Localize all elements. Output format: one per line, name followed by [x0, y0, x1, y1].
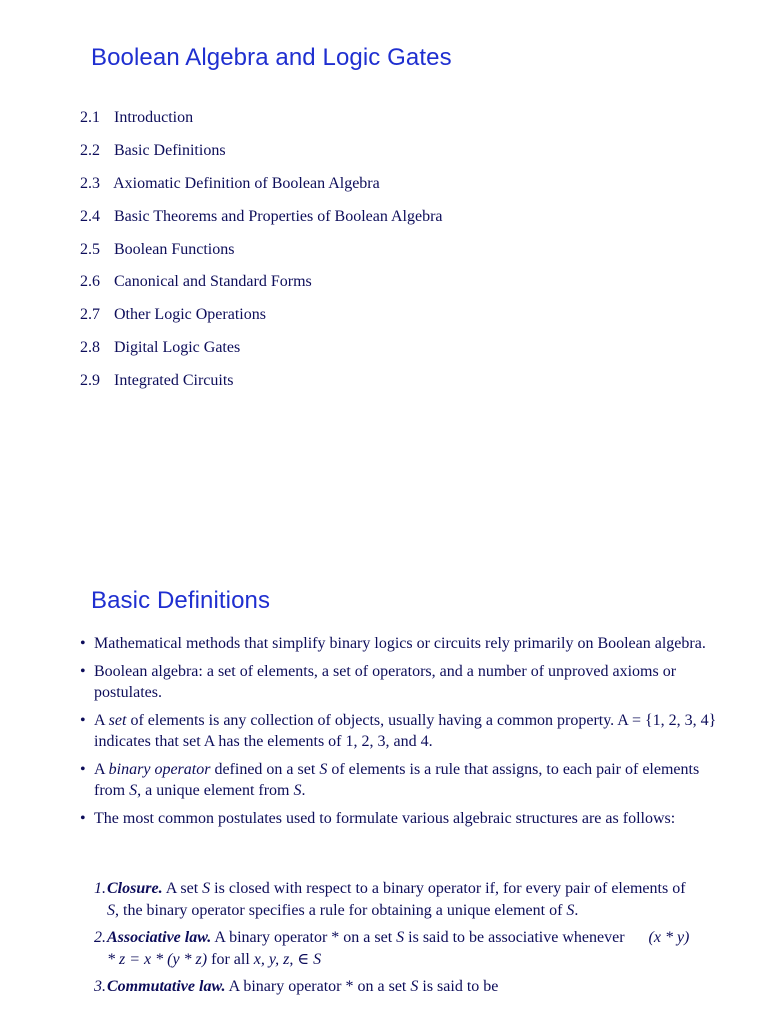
- symbol-s: S: [319, 760, 328, 778]
- toc-item: [80, 240, 443, 273]
- toc-label: Other Logic Operations: [114, 306, 266, 324]
- toc-number: 2.2: [80, 141, 100, 159]
- toc-number: 2.3: [80, 174, 100, 192]
- bullet-text: [94, 712, 716, 751]
- text-fragment: .: [574, 901, 579, 919]
- text-fragment: , a unique element from: [137, 782, 294, 799]
- bullet-icon: •: [80, 760, 86, 778]
- variables: x, y, z, ∈ S: [253, 950, 322, 968]
- text-fragment: .: [301, 782, 306, 799]
- toc-label: Boolean Functions: [114, 240, 235, 258]
- postulate-name: Commutative law.: [107, 978, 226, 995]
- postulate-name: Associative law.: [107, 929, 212, 946]
- toc-number: 2.4: [80, 207, 100, 225]
- toc-number: 2.7: [80, 306, 100, 324]
- section-title: Basic Definitions: [91, 587, 271, 614]
- toc-label: Axiomatic Definition of Boolean Algebra: [113, 174, 380, 192]
- bullet-text: The most common postulates used to formulate various algebraic structures are as follows:: [94, 809, 676, 827]
- toc-item: [80, 108, 443, 141]
- text-fragment: is said to be associative whenever: [404, 929, 625, 946]
- bullet-text: [94, 761, 699, 800]
- text-fragment: A binary operator * on a set: [225, 978, 411, 995]
- text-fragment: of elements is a rule that assigns, to each pair of elements from: [94, 760, 700, 799]
- bullet-icon: •: [80, 635, 86, 652]
- text-fragment: of elements is any collection of objects, usually having a common property. A = {1, 2, 3, 4} indicates that set A has the elements of 1, 2, 3, and 4.: [94, 711, 717, 750]
- toc-label: Integrated Circuits: [114, 372, 234, 390]
- symbol-s: S: [129, 782, 138, 799]
- bullet-icon: •: [80, 809, 86, 827]
- toc-item: [80, 338, 443, 371]
- text-fragment: A set: [162, 880, 203, 897]
- term-set: set: [108, 711, 127, 729]
- toc-number: 2.8: [80, 339, 100, 357]
- text-fragment: defined on a set: [210, 760, 320, 778]
- toc-item: [80, 371, 443, 404]
- text-fragment: for all: [207, 950, 254, 968]
- bullet-text: Boolean algebra: a set of elements, a set of operators, and a number of unproved axioms or postulates.: [94, 662, 677, 701]
- postulate-closure: [94, 878, 694, 921]
- definitions-list: [80, 633, 720, 835]
- toc-item: [80, 174, 443, 207]
- toc-number: 2.1: [80, 109, 100, 126]
- toc-label: Canonical and Standard Forms: [114, 273, 312, 291]
- text-fragment: is said to be: [418, 978, 499, 995]
- page-title: Boolean Algebra and Logic Gates: [91, 44, 452, 71]
- toc-number: 2.6: [80, 273, 100, 291]
- postulate-associative: [94, 927, 694, 970]
- postulate-name: Closure.: [107, 880, 163, 897]
- symbol-s: S: [202, 880, 211, 897]
- bullet-item: [80, 661, 720, 704]
- toc-label: Introduction: [114, 109, 194, 126]
- table-of-contents: [80, 108, 443, 404]
- term-binary-operator: binary operator: [108, 760, 211, 778]
- symbol-s: S: [410, 978, 419, 995]
- toc-label: Basic Theorems and Properties of Boolean Algebra: [114, 207, 443, 225]
- bullet-item: [80, 710, 720, 753]
- toc-item: [80, 207, 443, 240]
- symbol-s: S: [293, 782, 302, 799]
- toc-item: [80, 141, 443, 174]
- postulate-number: 1.: [94, 880, 106, 897]
- bullet-item: [80, 633, 720, 655]
- toc-label: Basic Definitions: [114, 141, 226, 159]
- symbol-s: S: [396, 929, 405, 946]
- postulates-list: [94, 878, 694, 1004]
- associative-formula: (x * y) * z = x * (y * z): [107, 929, 690, 968]
- bullet-icon: •: [80, 711, 86, 729]
- toc-item: [80, 305, 443, 338]
- postulate-number: 3.: [94, 978, 106, 995]
- text-fragment: , the binary operator specifies a rule for obtaining a unique element of: [115, 901, 567, 919]
- toc-item: [80, 272, 443, 305]
- postulate-number: 2.: [94, 929, 106, 946]
- bullet-text: Mathematical methods that simplify binary logics or circuits rely primarily on Boolean algebra.: [94, 635, 706, 652]
- postulate-commutative: [94, 976, 694, 998]
- text-fragment: A: [94, 760, 109, 778]
- bullet-item: [80, 759, 720, 802]
- text-fragment: A binary operator * on a set: [211, 929, 397, 946]
- text-fragment: is closed with respect to a binary operator if, for every pair of elements of: [210, 880, 686, 897]
- toc-number: 2.5: [80, 240, 100, 258]
- symbol-s: S: [566, 901, 575, 919]
- bullet-icon: •: [80, 662, 86, 680]
- symbol-s: S: [107, 901, 115, 919]
- toc-number: 2.9: [80, 372, 100, 390]
- bullet-item: [80, 808, 720, 830]
- text-fragment: A: [94, 711, 109, 729]
- toc-label: Digital Logic Gates: [114, 339, 241, 357]
